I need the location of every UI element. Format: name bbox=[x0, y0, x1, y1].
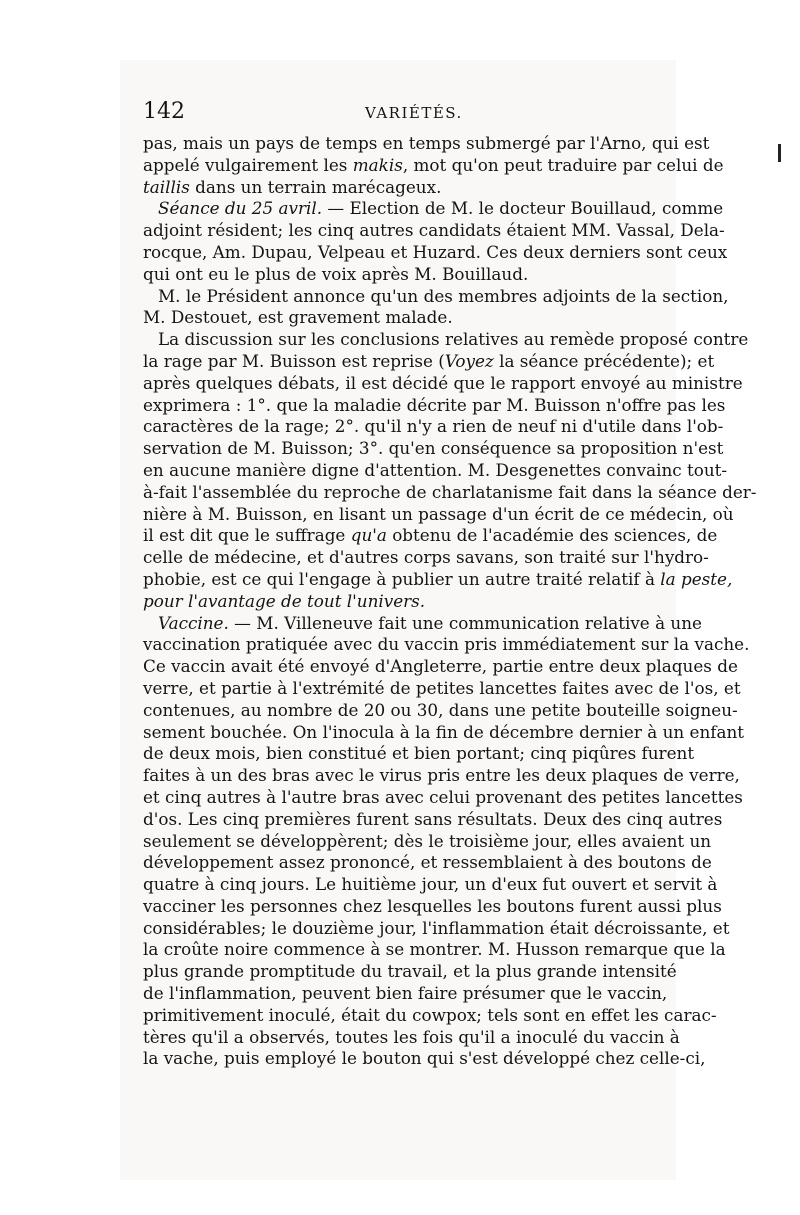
text-run: faites à un des bras avec le virus pris entre les deux plaques de verre, bbox=[143, 765, 740, 786]
italic-text: Voyez bbox=[444, 350, 494, 371]
text-line bbox=[143, 721, 745, 744]
text-line bbox=[143, 852, 712, 874]
text-run: d'os. Les cinq premières furent sans résultats. Deux des cinq autres bbox=[143, 808, 723, 829]
text-run: rocque, Am. Dupau, Velpeau et Huzard. Ces deux derniers sont ceux bbox=[143, 241, 728, 262]
text-line bbox=[143, 743, 695, 765]
text-run: nière à M. Buisson, en lisant un passage d'un écrit de ce médecin, où bbox=[143, 503, 734, 524]
text-line bbox=[143, 503, 734, 526]
page-header bbox=[143, 99, 656, 127]
text-run: développement assez prononcé, et ressemblaient à des boutons de bbox=[143, 852, 712, 873]
text-run: tères qu'il a observés, toutes les fois qu'il a inoculé du vaccin à bbox=[143, 1026, 680, 1047]
text-line bbox=[143, 830, 712, 853]
text-line bbox=[143, 220, 725, 242]
text-line bbox=[143, 961, 677, 983]
text-line bbox=[143, 394, 726, 417]
text-run: la rage par M. Buisson est reprise ( bbox=[143, 350, 445, 371]
text-run: , mot qu'on peut traduire par celui de bbox=[402, 154, 724, 175]
text-line bbox=[143, 677, 741, 700]
text-line bbox=[143, 372, 743, 395]
text-line bbox=[143, 1004, 717, 1027]
text-line bbox=[143, 612, 702, 635]
text-run: de deux mois, bien constitué et bien portant; cinq piqûres furent bbox=[143, 743, 695, 764]
text-run: caractères de la rage; 2°. qu'il n'y a rien de neuf ni d'utile dans l'ob- bbox=[143, 416, 724, 437]
italic-text: Vaccine. bbox=[158, 612, 229, 633]
text-run: et cinq autres à l'autre bras avec celui provenant des petites lancettes bbox=[143, 786, 743, 807]
italic-text: taillis bbox=[143, 176, 190, 197]
text-run: exprimera : 1°. que la maladie décrite par M. Buisson n'offre pas les bbox=[143, 394, 726, 415]
page-number: 142 bbox=[143, 99, 185, 124]
text-run: La discussion sur les conclusions relatives au remède proposé contre bbox=[158, 329, 749, 350]
text-run: de l'inflammation, peuvent bien faire présumer que le vaccin, bbox=[143, 983, 668, 1004]
text-run: — M. Villeneuve fait une communication relative à une bbox=[228, 612, 702, 633]
text-line bbox=[143, 765, 740, 787]
text-line bbox=[143, 808, 723, 831]
text-run: la séance précédente); et bbox=[493, 350, 715, 371]
text-run: primitivement inoculé, était du cowpox; tels sont en effet les carac- bbox=[143, 1004, 717, 1025]
text-line bbox=[143, 1048, 706, 1070]
text-line bbox=[143, 459, 728, 482]
italic-text: pour l'avantage de tout l'univers. bbox=[143, 590, 426, 611]
text-line bbox=[143, 874, 718, 896]
text-line bbox=[143, 264, 656, 286]
text-run: dans un terrain marécageux. bbox=[189, 176, 442, 197]
text-run: obtenu de l'académie des sciences, de bbox=[386, 525, 718, 546]
text-line bbox=[143, 917, 730, 940]
page-edge-mark bbox=[778, 144, 781, 162]
text-line bbox=[143, 786, 743, 809]
text-line bbox=[143, 568, 733, 591]
italic-text: la peste, bbox=[660, 568, 733, 589]
text-line bbox=[143, 939, 726, 961]
text-run: quatre à cinq jours. Le huitième jour, un d'eux fut ouvert et servit à bbox=[143, 874, 718, 895]
text-line bbox=[143, 656, 738, 678]
text-line bbox=[143, 198, 724, 220]
text-run: à-fait l'assemblée du reproche de charlatanisme fait dans la séance der- bbox=[143, 481, 757, 502]
text-run: plus grande promptitude du travail, et la plus grande intensité bbox=[143, 961, 677, 982]
text-run: il est dit que le suffrage bbox=[143, 525, 351, 546]
italic-text: makis bbox=[352, 154, 403, 175]
text-line bbox=[143, 699, 738, 722]
text-line bbox=[143, 895, 722, 918]
text-line bbox=[143, 350, 715, 373]
text-run: adjoint résident; les cinq autres candidats étaient MM. Vassal, Dela- bbox=[143, 220, 725, 241]
text-run: la croûte noire commence à se montrer. M. Husson remarque que la bbox=[143, 939, 726, 960]
text-run: vaccination pratiquée avec du vaccin pris immédiatement sur la vache. bbox=[143, 634, 750, 655]
text-line bbox=[143, 285, 729, 308]
text-run: M. le Président annonce qu'un des membres adjoints de la section, bbox=[158, 285, 729, 306]
text-line bbox=[143, 154, 724, 177]
text-run: après quelques débats, il est décidé que le rapport envoyé au ministre bbox=[143, 372, 743, 393]
text-run: Ce vaccin avait été envoyé d'Angleterre, partie entre deux plaques de bbox=[143, 656, 738, 677]
italic-text: Séance du 25 avril. bbox=[158, 198, 323, 219]
text-line bbox=[143, 133, 710, 155]
text-run: la vache, puis employé le bouton qui s'est développé chez celle-ci, bbox=[143, 1048, 706, 1069]
text-run: celle de médecine, et d'autres corps savans, son traité sur l'hydro- bbox=[143, 547, 709, 568]
text-run: contenues, au nombre de 20 ou 30, dans une petite bouteille soigneu- bbox=[143, 699, 738, 720]
body-text bbox=[143, 133, 757, 1070]
text-line bbox=[143, 177, 656, 199]
running-head: VARIÉTÉS. bbox=[365, 104, 463, 122]
text-run: — Election de M. le docteur Bouillaud, comme bbox=[322, 198, 724, 219]
text-line bbox=[143, 1026, 680, 1049]
text-line bbox=[143, 307, 656, 329]
text-run: seulement se développèrent; dès le troisième jour, elles avaient un bbox=[143, 830, 712, 851]
text-line bbox=[143, 634, 750, 656]
text-line bbox=[143, 241, 728, 264]
text-run: verre, et partie à l'extrémité de petites lancettes faites avec de l'os, et bbox=[143, 677, 741, 698]
text-run: sement bouchée. On l'inocula à la fin de décembre dernier à un enfant bbox=[143, 721, 745, 742]
text-run: phobie, est ce qui l'engage à publier un autre traité relatif à bbox=[143, 568, 661, 589]
text-line bbox=[143, 481, 757, 504]
text-line bbox=[143, 983, 668, 1005]
text-line bbox=[143, 438, 724, 460]
text-line bbox=[143, 329, 749, 351]
text-run: appelé vulgairement les bbox=[143, 154, 353, 175]
text-line bbox=[143, 416, 724, 438]
text-line bbox=[143, 547, 709, 569]
text-run: vacciner les personnes chez lesquelles les boutons furent aussi plus bbox=[143, 895, 722, 916]
text-line bbox=[143, 591, 656, 613]
text-run: qui ont eu le plus de voix après M. Bouillaud. bbox=[143, 263, 529, 284]
text-run: en aucune manière digne d'attention. M. Desgenettes convainc tout- bbox=[143, 459, 728, 480]
text-run: pas, mais un pays de temps en temps submergé par l'Arno, qui est bbox=[143, 133, 710, 153]
text-run: servation de M. Buisson; 3°. qu'en conséquence sa proposition n'est bbox=[143, 438, 724, 459]
text-run: M. Destouet, est gravement malade. bbox=[143, 307, 453, 328]
text-run: considérables; le douzième jour, l'inflammation était décroissante, et bbox=[143, 917, 730, 938]
italic-text: qu'a bbox=[350, 525, 387, 546]
text-line bbox=[143, 525, 718, 547]
